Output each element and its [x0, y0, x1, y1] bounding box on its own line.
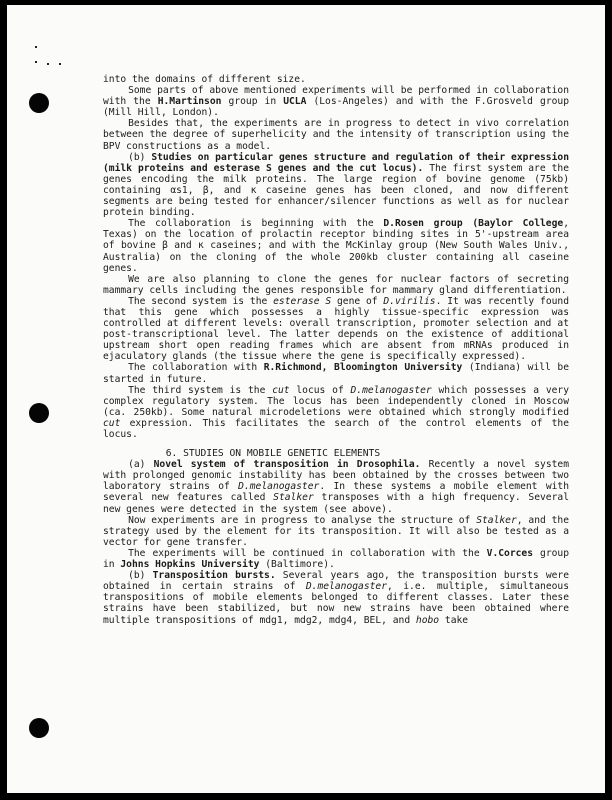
text-run: take — [439, 614, 469, 626]
text-run: The collaboration is beginning with the — [128, 218, 384, 230]
bold-run: V.Corces — [486, 547, 534, 559]
text-run: expression. This facilitates the search of the control elements of the locus. — [103, 417, 569, 440]
text-run: Some parts of above mentioned experiments will be performed in collaboration with the — [103, 85, 569, 108]
paragraph — [103, 385, 569, 440]
bold-run: R.Richmond, Bloomington University — [263, 362, 463, 374]
italic-run: D.melanogaster — [305, 581, 388, 593]
text-run: Now experiments are in progress to analyse the structure of — [128, 514, 477, 526]
text-run: 6. STUDIES ON MOBILE GENETIC ELEMENTS — [165, 448, 381, 460]
text-run: . It was recently found that this gene which possesses a highly tissue-specific expression was controlled at different levels: overall transcription, promoter selection and at post-transcriptional level. The latter depends on the existence of additional upstream short open reading frames which are absent from mRNAs produced in ejaculatory glands (the tissue where the gene is specifically expressed). — [103, 295, 570, 363]
italic-run: cut — [272, 384, 290, 396]
paragraph — [103, 570, 569, 625]
paragraph — [103, 459, 569, 514]
italic-run: cut — [103, 417, 121, 429]
text-run: Besides that, the experiments are in progress to detect in vivo correlation between the degree of superhelicity and the intensity of transcription using the BPV constructions as a model. — [103, 118, 569, 152]
document-body-text — [103, 74, 569, 626]
paragraph — [103, 515, 569, 548]
text-run: into the domains of different size. — [103, 74, 306, 85]
paragraph — [103, 362, 569, 384]
italic-run: D.melanogaster — [238, 481, 320, 493]
italic-run: Stalker — [273, 492, 314, 504]
speck-mark — [35, 61, 37, 63]
paragraph — [103, 218, 569, 273]
text-run: gene of — [331, 295, 384, 307]
paragraph — [103, 85, 569, 118]
text-run: transposes with a high frequency. Several new genes were detected in the system (see above). — [103, 492, 569, 515]
italic-run: D.virilis — [383, 295, 436, 307]
speck-mark — [35, 46, 37, 48]
bold-run: D.Rosen group (Baylor College — [383, 218, 564, 230]
bold-run: Johns Hopkins University — [120, 559, 260, 571]
bold-run: UCLA — [283, 96, 307, 108]
bold-run: Transposition bursts. — [152, 570, 276, 582]
text-run: The experiments will be continued in collaboration with the — [128, 547, 487, 559]
text-run: (b) — [128, 570, 153, 582]
italic-run: Stalker — [476, 514, 517, 526]
text-run: (Indiana) will be started in future. — [103, 362, 569, 385]
text-run: We are also planning to clone the genes for nuclear factors of secreting mammary cells including the genes responsible for mammary gland differentiation. — [103, 273, 569, 296]
text-run: . In these systems a mobile element with several new features called — [103, 481, 570, 504]
text-run: The first system are the genes encoding the milk proteins. The large region of bovine genome (75kb) containing αs1, β, and κ caseine genes has been cloned, and now different segments are being tested for enhancer/silencer functions as well as for nuclear protein binding. — [103, 162, 569, 219]
text-run: , i.e. multiple, simultaneous transpositions of mobile elements belonged to different classes. Later these strains have been stabilized, but now new strains have been obtained where multiple transpositions of mdg1, mdg2, mdg4, BEL, and — [103, 581, 569, 626]
text-run: , and the strategy used by the element for its transposition. It will also be tested as a vector for gene transfer. — [103, 514, 570, 548]
document-page — [7, 5, 605, 793]
punch-hole-top — [29, 93, 49, 113]
punch-hole-middle — [29, 403, 49, 423]
speck-mark — [47, 63, 49, 65]
text-run: group in — [103, 547, 569, 571]
text-run: Recently a novel system with prolonged genomic instability has been obtained by the crosses between two laboratory strains of — [103, 459, 570, 493]
italic-run: esterase S — [273, 295, 332, 307]
punch-hole-bottom — [29, 718, 49, 738]
paragraph — [103, 548, 569, 570]
text-run: The third system is the — [128, 384, 273, 396]
text-run: (Baltimore). — [259, 559, 335, 571]
text-run: The second system is the — [128, 295, 274, 307]
text-run: (b) — [128, 151, 152, 163]
italic-run: hobo — [415, 614, 440, 626]
bold-run: Novel system of transposition in Drosophila. — [153, 459, 421, 471]
text-run: which possesses a very complex regulatory system. The locus has been independently cloned in Moscow (ca. 250kb). Some natural microdeletions were obtained which strongly modified — [103, 384, 569, 418]
text-run: locus of — [289, 384, 351, 396]
text-run: , Texas) on the location of prolactin receptor binding sites in 5'-upstream area of bovine β and κ caseines; and with the McKinlay group (New South Wales Univ., Australia) on the cloning of the whole 200kb cluster containing all caseine genes. — [103, 218, 569, 274]
text-run: The collaboration with — [128, 362, 264, 374]
paragraph — [103, 296, 569, 363]
bold-run: Studies on particular genes structure and regulation of their expression (milk proteins and esterase S genes and the cut locus). — [103, 151, 569, 174]
speck-mark — [59, 63, 61, 65]
text-run: Several years ago, the transposition bursts were obtained in certain strains of — [103, 570, 569, 593]
bold-run: H.Martinson — [157, 96, 222, 108]
paragraph — [103, 118, 569, 151]
text-run: group in — [221, 96, 284, 108]
italic-run: D.melanogaster — [350, 384, 432, 396]
paragraph — [103, 74, 569, 85]
paragraph — [103, 274, 569, 296]
text-run: (Los-Angeles) and with the F.Grosveld group (Mill Hill, London). — [103, 96, 570, 119]
paragraph — [103, 152, 569, 219]
text-run: (a) — [128, 459, 154, 471]
section-heading — [103, 448, 569, 459]
